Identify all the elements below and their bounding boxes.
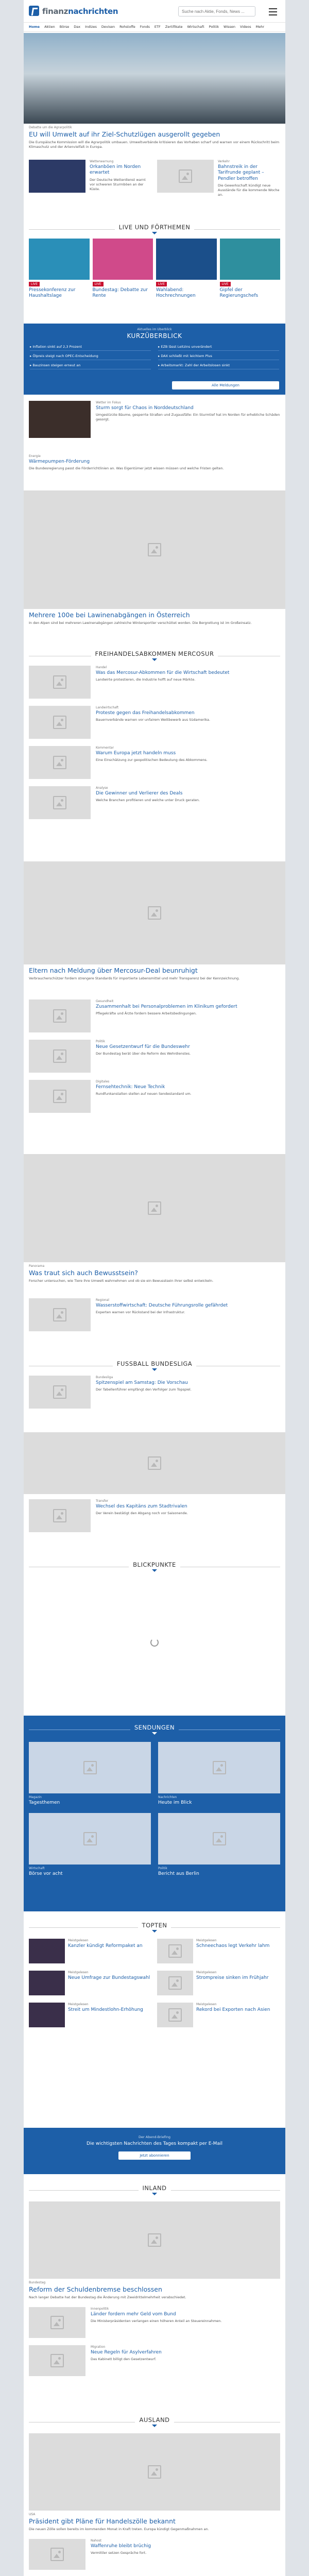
teaser-title[interactable]: Orkanböen im Norden erwartet <box>90 164 141 176</box>
item-text: Eine Einschätzung zur geopolitischen Bedeutung des Abkommens. <box>96 758 208 762</box>
sendung-kicker: Politik <box>158 1867 167 1871</box>
item-text: Welche Branchen profitieren und welche unter Druck geraten. <box>96 798 200 803</box>
image-placeholder-icon <box>53 1049 66 1063</box>
item-text: Die Ministerpräsidenten verlangen einen höheren Anteil an Steuereinnahmen. <box>91 2318 222 2323</box>
topten-title[interactable]: Kanzler kündigt Reformpaket an <box>68 1943 143 1948</box>
topten-item[interactable] <box>29 1939 152 1963</box>
inland-section <box>24 2184 285 2383</box>
sendung-card[interactable] <box>29 1742 151 1806</box>
image-placeholder-icon <box>50 2548 64 2561</box>
item-title[interactable]: Die Gewinner und Verlierer des Deals <box>96 791 183 796</box>
topten-kicker: Meistgelesen <box>68 1971 89 1974</box>
thumbnail-image[interactable] <box>157 160 214 193</box>
image-placeholder-icon <box>53 1385 66 1399</box>
feature-2-text: Verbraucherschützer fordern strengere Standards für importierte Lebensmittel und mehr Transparenz bei der Kennzeichnung. <box>29 976 240 980</box>
topten-kicker: Meistgelesen <box>196 2003 217 2006</box>
live-image[interactable] <box>93 239 153 280</box>
inland-title: INLAND <box>139 2184 171 2192</box>
chevron-down-icon <box>152 1930 157 1933</box>
nav-item[interactable]: Mehr <box>255 25 265 29</box>
feature-3[interactable] <box>24 1154 285 1283</box>
sendung-card[interactable] <box>29 1813 151 1877</box>
live-card[interactable] <box>156 239 217 299</box>
topten-item[interactable] <box>157 2003 280 2027</box>
image-placeholder-icon <box>83 1761 97 1774</box>
sendung-card[interactable] <box>158 1813 280 1877</box>
story-1-title[interactable]: Sturm sorgt für Chaos in Norddeutschland <box>96 405 194 411</box>
inland-lead-image[interactable] <box>29 2201 280 2279</box>
story-2-text: Die Bundesregierung passt die Förderrichtlinien an. Was Eigentümer jetzt wissen müssen und welche Fristen gelten. <box>29 466 224 471</box>
content-sheet <box>24 0 285 2576</box>
hero-kicker: Debatte um die Agrarpolitik <box>29 126 72 129</box>
nav-item[interactable]: Politik <box>209 25 219 29</box>
kurz-item[interactable] <box>158 345 279 351</box>
list-item[interactable] <box>29 706 280 739</box>
story-2-kicker: Energie <box>29 454 41 458</box>
nav-item[interactable]: Aktien <box>44 25 55 29</box>
list-a <box>24 666 285 826</box>
live-image[interactable] <box>29 239 90 280</box>
ausland-heading <box>24 2416 285 2427</box>
list-item[interactable] <box>29 999 280 1032</box>
topten-item[interactable] <box>157 1939 280 1963</box>
hero-text: Die Europäische Kommission will die Agrarpolitik umbauen. Umweltverbände kritisieren das Vorhaben scharf und warnen vor einem Rückschritt beim Klimaschutz und der Artenvielfalt in Europa. <box>29 140 280 149</box>
story-1-kicker: Wetter im Fokus <box>96 401 121 404</box>
kurz-item-text: Ölpreis steigt nach OPEC-Entscheidung <box>32 354 98 358</box>
thumbnail-image[interactable] <box>29 746 91 779</box>
section-c <box>24 1561 285 1572</box>
kurz-kicker: Aktuelles im Überblick <box>137 328 172 331</box>
topten-title: TOPTEN <box>138 1922 171 1929</box>
kurz-item-text: EZB lässt Leitzins unverändert <box>161 345 212 349</box>
sendung-title[interactable]: Bericht aus Berlin <box>158 1871 199 1877</box>
thumbnail-image[interactable] <box>29 2307 85 2338</box>
topten-title[interactable]: Neue Umfrage zur Bundestagswahl <box>68 1975 150 1980</box>
item-title[interactable]: Wasserstoffwirtschaft: Deutsche Führungsrolle gefährdet <box>96 1303 228 1308</box>
feature-1-image[interactable] <box>24 490 285 609</box>
item-kicker: Transfer <box>96 1499 109 1503</box>
image-placeholder-icon <box>179 170 192 183</box>
hero-article[interactable] <box>24 126 285 149</box>
list-item[interactable] <box>29 1080 280 1113</box>
live-title[interactable]: Wahlabend: Hochrechnungen <box>156 287 196 299</box>
list-item[interactable] <box>29 746 280 779</box>
list-item[interactable] <box>29 1040 280 1073</box>
topten-title[interactable]: Rekord bei Exporten nach Asien <box>196 2007 270 2012</box>
chevron-down-icon <box>152 2193 157 2195</box>
sendung-title[interactable]: Börse vor acht <box>29 1871 63 1877</box>
nav-item[interactable]: Indizes <box>85 25 97 29</box>
nav-item[interactable]: Videos <box>240 25 251 29</box>
item-text: Vermittler setzen Gespräche fort. <box>91 2550 147 2555</box>
bullet-icon: ▸ <box>158 363 161 367</box>
thumbnail-image[interactable] <box>29 1298 91 1331</box>
live-badge: LIVE <box>93 282 104 286</box>
item-title[interactable]: Spitzenspiel am Samstag: Die Vorschau <box>96 1380 188 1385</box>
topten-section <box>24 1922 285 2027</box>
image-placeholder-icon <box>148 1201 161 1215</box>
thumbnail-image[interactable] <box>29 706 91 739</box>
image-placeholder-icon <box>213 1832 226 1845</box>
list-item[interactable] <box>29 2539 280 2570</box>
image-placeholder-icon <box>148 906 161 920</box>
section-a-title: FREIHANDELSABKOMMEN MERCOSUR <box>91 650 218 657</box>
item-kicker: Politik <box>96 1040 105 1043</box>
item-text: Der Bundestag berät über die Reform des Wehrdienstes. <box>96 1052 191 1056</box>
thumbnail-image[interactable] <box>157 1939 193 1963</box>
feature-2[interactable] <box>24 861 285 981</box>
feature-3-kicker: Panorama <box>29 1264 45 1268</box>
thumbnail-image[interactable] <box>29 999 91 1032</box>
nav-item[interactable]: Home <box>29 25 40 29</box>
item-title[interactable]: Neue Regeln für Asylverfahren <box>91 2349 162 2355</box>
item-text: Pflegekräfte und Ärzte fordern bessere Arbeitsbedingungen. <box>96 1011 197 1016</box>
image-placeholder-icon <box>53 796 66 809</box>
list-item[interactable] <box>29 666 280 699</box>
story-1-text: Umgestürzte Bäume, gesperrte Straßen und Zugausfälle: Ein Sturmtief hat im Norden für erhebliche Schäden gesorgt. <box>96 413 280 422</box>
search-input[interactable] <box>178 6 255 16</box>
item-kicker: Gesundheit <box>96 999 114 1003</box>
nav-item[interactable]: Börse <box>59 25 70 29</box>
list-item[interactable] <box>29 2307 280 2338</box>
kurz-item[interactable] <box>158 363 279 369</box>
site-header <box>24 0 285 23</box>
kurz-item-text: Inflation sinkt auf 2,3 Prozent <box>32 345 82 349</box>
thumbnail-image[interactable] <box>29 1080 91 1113</box>
thumbnail-image[interactable] <box>29 666 91 699</box>
sendung-card[interactable] <box>158 1742 280 1806</box>
feature-1[interactable] <box>24 490 285 625</box>
topten-title[interactable]: Strompreise sinken im Frühjahr <box>196 1975 269 1980</box>
thumbnail-image[interactable] <box>29 160 85 193</box>
teaser-kicker: Wetterwarnung <box>90 160 114 163</box>
teaser-card[interactable] <box>29 160 152 197</box>
sendung-image[interactable] <box>158 1813 280 1865</box>
newsletter-title: Die wichtigsten Nachrichten des Tages kompakt per E-Mail <box>87 2141 222 2146</box>
ausland-lead[interactable] <box>24 2433 285 2532</box>
hero-title[interactable]: EU will Umwelt auf ihr Ziel-Schutzlügen ausgerollt gegeben <box>29 130 220 138</box>
nav-item[interactable]: Dax <box>74 25 81 29</box>
nav-item[interactable]: Devisen <box>101 25 115 29</box>
section-c-title: BLICKPUNKTE <box>129 1561 180 1568</box>
kurz-item[interactable] <box>158 354 279 360</box>
ausland-section <box>24 2416 285 2576</box>
hero-image <box>24 33 285 124</box>
thumbnail-image[interactable] <box>29 1971 65 1995</box>
feature-4[interactable] <box>24 1432 285 1494</box>
image-placeholder-icon <box>213 1761 226 1774</box>
kurz-title: KURZÜBERBLICK <box>127 332 182 340</box>
live-section <box>24 224 285 299</box>
ausland-lead-text: Die neuen Zölle sollen bereits im kommenden Monat in Kraft treten. Europa kündigt Gegenmaßnahmen an. <box>29 2527 209 2531</box>
topten-title[interactable]: Schneechaos legt Verkehr lahm <box>196 1943 270 1948</box>
live-badge: LIVE <box>29 282 40 286</box>
sendung-image[interactable] <box>29 1813 151 1865</box>
newsletter-kicker: Der Abend-Briefing <box>139 2135 170 2139</box>
topten-kicker: Meistgelesen <box>68 1939 89 1942</box>
list-item[interactable] <box>29 786 280 819</box>
topten-item[interactable] <box>29 1971 152 1995</box>
item-title[interactable]: Was das Mercosur-Abkommen für die Wirtschaft bedeutet <box>96 670 230 675</box>
item-text: Der Tabellenführer empfängt den Verfolger zum Topspiel. <box>96 1387 192 1392</box>
thumbnail-image[interactable] <box>29 786 91 819</box>
image-placeholder-icon <box>53 1009 66 1023</box>
brand-part-b: nachrichten <box>68 7 118 16</box>
inland-lead[interactable] <box>24 2201 285 2300</box>
bullet-icon: ▸ <box>158 354 161 358</box>
feature-1-text: In den Alpen sind bei mehreren Lawinenabgängen zahlreiche Wintersportler verschüttet worden. Die Bergrettung ist im Großeinsatz. <box>29 620 252 625</box>
image-placeholder-icon <box>50 2354 64 2367</box>
image-placeholder-icon <box>53 1308 66 1321</box>
teaser-row-1 <box>24 160 285 197</box>
item-title[interactable]: Proteste gegen das Freihandelsabkommen <box>96 710 195 716</box>
item-kicker: Landwirtschaft <box>96 706 119 709</box>
item-text: Bauernverbände warnen vor unfairem Wettbewerb aus Südamerika. <box>96 718 211 722</box>
teaser-text: Der Deutsche Wetterdienst warnt vor schweren Sturmböen an der Küste. <box>90 177 146 191</box>
image-placeholder-icon <box>148 1456 161 1470</box>
hero-photo[interactable] <box>24 33 285 124</box>
brand-part-a: finanz <box>42 7 68 16</box>
live-card[interactable] <box>93 239 153 299</box>
feature-3-image[interactable] <box>24 1154 285 1262</box>
item-text: Rundfunkanstalten stellen auf neuen Sendestandard um. <box>96 1092 192 1096</box>
item-kicker: Nahost <box>91 2538 102 2543</box>
live-badge: LIVE <box>220 282 231 286</box>
story-2[interactable] <box>24 454 285 471</box>
story-1-image[interactable] <box>29 401 91 438</box>
image-placeholder-icon <box>83 1832 97 1845</box>
list-item[interactable] <box>29 1298 280 1331</box>
live-image[interactable] <box>156 239 217 280</box>
topten-item[interactable] <box>29 2003 152 2027</box>
topten-item[interactable] <box>157 1971 280 1995</box>
menu-icon[interactable] <box>268 6 278 16</box>
list-item[interactable] <box>29 1376 280 1409</box>
section-b-title: FUSSBALL BUNDESLIGA <box>113 1360 196 1367</box>
item-kicker: Kommentar <box>96 746 114 750</box>
item-title[interactable]: Neue Gesetzentwurf für die Bundeswehr <box>96 1044 190 1049</box>
item-kicker: Innenpolitik <box>91 2307 109 2311</box>
all-news-button[interactable]: Alle Meldungen <box>172 381 279 389</box>
sendung-image[interactable] <box>158 1742 280 1793</box>
ausland-lead-title[interactable]: Präsident gibt Pläne für Handelszölle bekannt <box>29 2517 176 2525</box>
feature-2-title[interactable]: Eltern nach Meldung über Mercosur-Deal beunruhigt <box>29 967 198 974</box>
image-placeholder-icon <box>50 2316 64 2329</box>
chevron-down-icon <box>152 658 157 661</box>
image-placeholder-icon <box>53 675 66 689</box>
item-title[interactable]: Warum Europa jetzt handeln muss <box>96 751 176 756</box>
story-1[interactable] <box>24 401 285 438</box>
thumbnail-image[interactable] <box>157 2003 193 2027</box>
item-kicker: Migration <box>91 2345 106 2349</box>
item-kicker: Analyse <box>96 786 108 790</box>
section-a <box>24 650 285 661</box>
feature-3-text: Forscher untersuchen, wie Tiere ihre Umwelt wahrnehmen und ob sie ein Bewusstsein ihrer selbst entwickeln. <box>29 1278 214 1283</box>
inland-lead-text: Nach langer Debatte hat der Bundestag die Änderung mit Zweidrittelmehrheit verabschiedet. <box>29 2295 186 2299</box>
nav-item[interactable]: Rohstoffe <box>119 25 135 29</box>
live-image[interactable] <box>220 239 281 280</box>
image-placeholder-icon <box>168 1944 182 1958</box>
thumbnail-image[interactable] <box>29 2003 65 2027</box>
thumbnail-image[interactable] <box>29 1499 91 1532</box>
sendungen-title: SENDUNGEN <box>130 1724 179 1731</box>
item-title[interactable]: Fernsehtechnik: Neue Technik <box>96 1084 165 1090</box>
thumbnail-image[interactable] <box>29 2539 85 2570</box>
bullet-icon: ▸ <box>30 345 33 349</box>
blickpunkte-slider[interactable] <box>24 1577 285 1705</box>
item-kicker: Handel <box>96 666 107 669</box>
teaser-kicker: Verkehr <box>218 160 230 163</box>
sendung-kicker: Nachrichten <box>158 1795 177 1799</box>
topten-kicker: Meistgelesen <box>196 1971 217 1974</box>
nav-item[interactable]: ETF <box>154 25 161 29</box>
list-item[interactable] <box>29 1499 280 1532</box>
loading-spinner-icon <box>150 1638 159 1647</box>
list-d <box>24 1376 285 1416</box>
inland-heading <box>24 2184 285 2195</box>
image-placeholder-icon <box>168 1976 182 1990</box>
main-navigation <box>24 23 285 32</box>
brand-wordmark[interactable] <box>42 7 118 16</box>
ausland-lead-image[interactable] <box>29 2433 280 2511</box>
image-placeholder-icon <box>53 1090 66 1103</box>
sendung-title[interactable]: Heute im Blick <box>158 1800 192 1805</box>
list-c <box>24 1298 285 1338</box>
sendung-kicker: Magazin <box>29 1795 42 1799</box>
chevron-down-icon <box>152 2425 157 2427</box>
item-text: Landwirte protestieren, die Industrie hofft auf neue Märkte. <box>96 677 196 682</box>
feature-4-image[interactable] <box>24 1432 285 1494</box>
kurz-item-text: Arbeitsmarkt: Zahl der Arbeitslosen sinkt <box>161 363 230 367</box>
live-title[interactable]: Pressekonferenz zur Haushaltslage <box>29 287 76 299</box>
nav-item[interactable]: Fonds <box>140 25 150 29</box>
teaser-text: Die Gewerkschaft kündigt neue Ausstände für die kommende Woche an. <box>218 183 280 197</box>
live-badge: LIVE <box>156 282 167 286</box>
live-heading <box>24 224 285 234</box>
bullet-icon: ▸ <box>158 345 161 349</box>
item-text: Das Kabinett billigt den Gesetzentwurf. <box>91 2357 157 2361</box>
live-title[interactable]: Bundestag: Debatte zur Rente <box>92 287 148 299</box>
kurz-item-text: DAX schließt mit leichtem Plus <box>161 354 212 358</box>
image-placeholder-icon <box>53 756 66 769</box>
sendung-image[interactable] <box>29 1742 151 1793</box>
bullet-icon: ▸ <box>30 354 33 358</box>
live-title: LIVE UND FÖRTHEMEN <box>115 224 195 231</box>
item-title[interactable]: Zusammenhalt bei Personalproblemen im Klinikum gefordert <box>96 1004 237 1009</box>
story-2-title[interactable]: Wärmepumpen-Förderung <box>29 459 90 464</box>
list-e <box>24 1499 285 1539</box>
image-placeholder-icon <box>168 2008 182 2022</box>
bullet-icon: ▸ <box>30 363 33 367</box>
newsletter-subscribe-button[interactable]: Jetzt abonnieren <box>118 2151 191 2160</box>
thumbnail-image[interactable] <box>29 2345 85 2376</box>
nav-item[interactable]: Wirtschaft <box>187 25 204 29</box>
chevron-down-icon <box>152 1732 157 1735</box>
image-placeholder-icon <box>148 2233 161 2247</box>
kurz-item[interactable] <box>30 345 151 351</box>
list-b <box>24 999 285 1120</box>
image-placeholder-icon <box>53 1509 66 1522</box>
sendung-kicker: Wirtschaft <box>29 1867 45 1871</box>
thumbnail-image[interactable] <box>29 1376 91 1409</box>
kurz-item[interactable] <box>30 354 151 360</box>
chevron-down-icon <box>152 1368 157 1371</box>
inland-lead-kicker: Bundestag <box>29 2281 46 2284</box>
item-kicker: Regional <box>96 1298 109 1302</box>
feature-2-image[interactable] <box>24 861 285 964</box>
teaser-title[interactable]: Bahnstreik in der Tarifrunde geplant – Pendler betroffen <box>218 164 264 181</box>
image-placeholder-icon <box>148 543 161 556</box>
item-title[interactable]: Waffenruhe bleibt brüchig <box>91 2543 151 2549</box>
inland-list <box>24 2307 285 2376</box>
thumbnail-image[interactable] <box>29 1939 65 1963</box>
nav-item[interactable]: Wissen <box>224 25 236 29</box>
newsletter-box <box>24 2128 285 2174</box>
inland-lead-title[interactable]: Reform der Schuldenbremse beschlossen <box>29 2285 162 2293</box>
item-title[interactable]: Wechsel des Kapitäns zum Stadtrivalen <box>96 1504 187 1509</box>
ausland-title: AUSLAND <box>135 2416 174 2424</box>
kurz-box <box>24 324 285 395</box>
chevron-down-icon <box>152 232 157 234</box>
thumbnail-image[interactable] <box>29 1040 91 1073</box>
item-text: Der Verein bestätigt den Abgang noch vor Saisonende. <box>96 1511 188 1516</box>
image-placeholder-icon <box>53 716 66 729</box>
live-card[interactable] <box>29 239 90 299</box>
live-card[interactable] <box>220 239 281 299</box>
kurz-item[interactable] <box>30 363 151 369</box>
thumbnail-image[interactable] <box>157 1971 193 1995</box>
list-item[interactable] <box>29 2345 280 2376</box>
topten-kicker: Meistgelesen <box>196 1939 217 1942</box>
feature-3-title[interactable]: Was traut sich auch Bewusstsein? <box>29 1269 138 1277</box>
section-b <box>24 1360 285 1371</box>
brand-logo[interactable] <box>29 6 39 16</box>
teaser-card[interactable] <box>157 160 280 197</box>
live-title[interactable]: Gipfel der Regierungschefs <box>219 287 259 299</box>
ausland-lead-kicker: USA <box>29 2513 36 2516</box>
nav-item[interactable]: Zertifikate <box>165 25 183 29</box>
item-kicker: Digitales <box>96 1080 110 1083</box>
ausland-list <box>24 2539 285 2576</box>
item-text: Experten warnen vor Rückstand bei der Infrastruktur. <box>96 1310 185 1315</box>
image-placeholder-icon <box>148 2465 161 2479</box>
topten-title[interactable]: Streit um Mindestlohn-Erhöhung <box>68 2007 143 2012</box>
chevron-down-icon <box>152 1569 157 1572</box>
item-kicker: Bundesliga <box>96 1376 113 1379</box>
item-title[interactable]: Länder fordern mehr Geld vom Bund <box>91 2311 176 2317</box>
kurz-item-text: Bauzinsen steigen erneut an <box>32 363 81 367</box>
topten-kicker: Meistgelesen <box>68 2003 89 2006</box>
sendung-title[interactable]: Tagesthemen <box>29 1800 60 1805</box>
sendungen-box <box>24 1716 285 1911</box>
feature-1-title[interactable]: Mehrere 100e bei Lawinenabgängen in Österreich <box>29 611 190 619</box>
